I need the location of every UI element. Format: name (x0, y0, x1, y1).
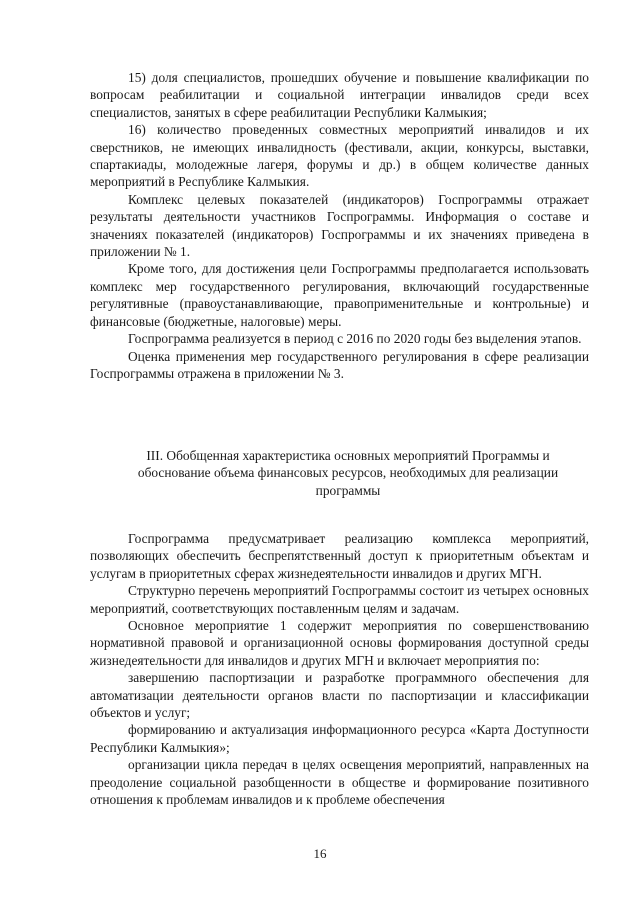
section-heading: III. Обобщенная характеристика основных мероприятий Программы и обоснование объема финансовых ресурсов, необходимых для реализации программы (137, 448, 559, 498)
paragraph-item-16: 16) количество проведенных совместных мероприятий инвалидов и их сверстников, не имеющих инвалидность (фестивали, акции, конкурсы, выставки, спартакиады, молодежные лагеря, форумы и др.) в общем количестве данных мероприятий в Республике Калмыкия. (90, 122, 589, 190)
paragraph-program-overview: Госпрограмма предусматривает реализацию комплекса мероприятий, позволяющих обеспечить беспрепятственный доступ к приоритетным объектам и услугам в приоритетных сферах жизнедеятельности инвалидов и других МГН. (90, 531, 589, 581)
paragraph-main-activity-1: Основное мероприятие 1 содержит мероприятия по совершенствованию нормативной правовой и организационной основы формирования доступной среды жизнедеятельности для инвалидов и других МГН и включает мероприятия по: (90, 618, 589, 668)
paragraph-structure: Структурно перечень мероприятий Госпрограммы состоит из четырех основных мероприятий, соответствующих поставленным целям и задачам. (90, 583, 589, 616)
page-number: 16 (313, 846, 327, 861)
body-section-bottom (90, 530, 589, 809)
paragraph-assessment: Оценка применения мер государственного регулирования в сфере реализации Госпрограммы отражена в приложении № 3. (90, 348, 589, 381)
paragraph-accessibility-map: формированию и актуализация информационного ресурса «Карта Доступности Республики Калмыкия»; (90, 722, 589, 755)
body-section-top (90, 69, 589, 382)
paragraph-passportization: завершению паспортизации и разработке программного обеспечения для автоматизации деятельности органов власти по паспортизации и классификации объектов и услуг; (90, 670, 589, 721)
paragraph-period: Госпрограмма реализуется в период с 2016 по 2020 годы без выделения этапов. (128, 331, 582, 347)
paragraph-regulation: Кроме того, для достижения цели Госпрограммы предполагается использовать комплекс мер государственного регулирования, включающий государственные регулятивные (правоустанавливающие, правоприменительные и контрольные) и финансовые (бюджетные, налоговые) меры. (90, 261, 589, 329)
paragraph-indicators: Комплекс целевых показателей (индикаторов) Госпрограммы отражает результаты деятельности участников Госпрограммы. Информация о составе и значениях показателей (индикаторов) Госпрограммы и их значениях приведена в приложении № 1. (90, 191, 589, 260)
paragraph-item-15: 15) доля специалистов, прошедших обучение и повышение квалификации по вопросам реабилитации и социальной интеграции инвалидов среди всех специалистов, занятых в сфере реабилитации Республики Калмыкия; (90, 70, 589, 120)
paragraph-broadcast-cycle: организации цикла передач в целях освещения мероприятий, направленных на преодоление социальной разобщенности в обществе и формирование позитивного отношения к проблемам инвалидов и к проблеме обеспечения (90, 757, 589, 808)
